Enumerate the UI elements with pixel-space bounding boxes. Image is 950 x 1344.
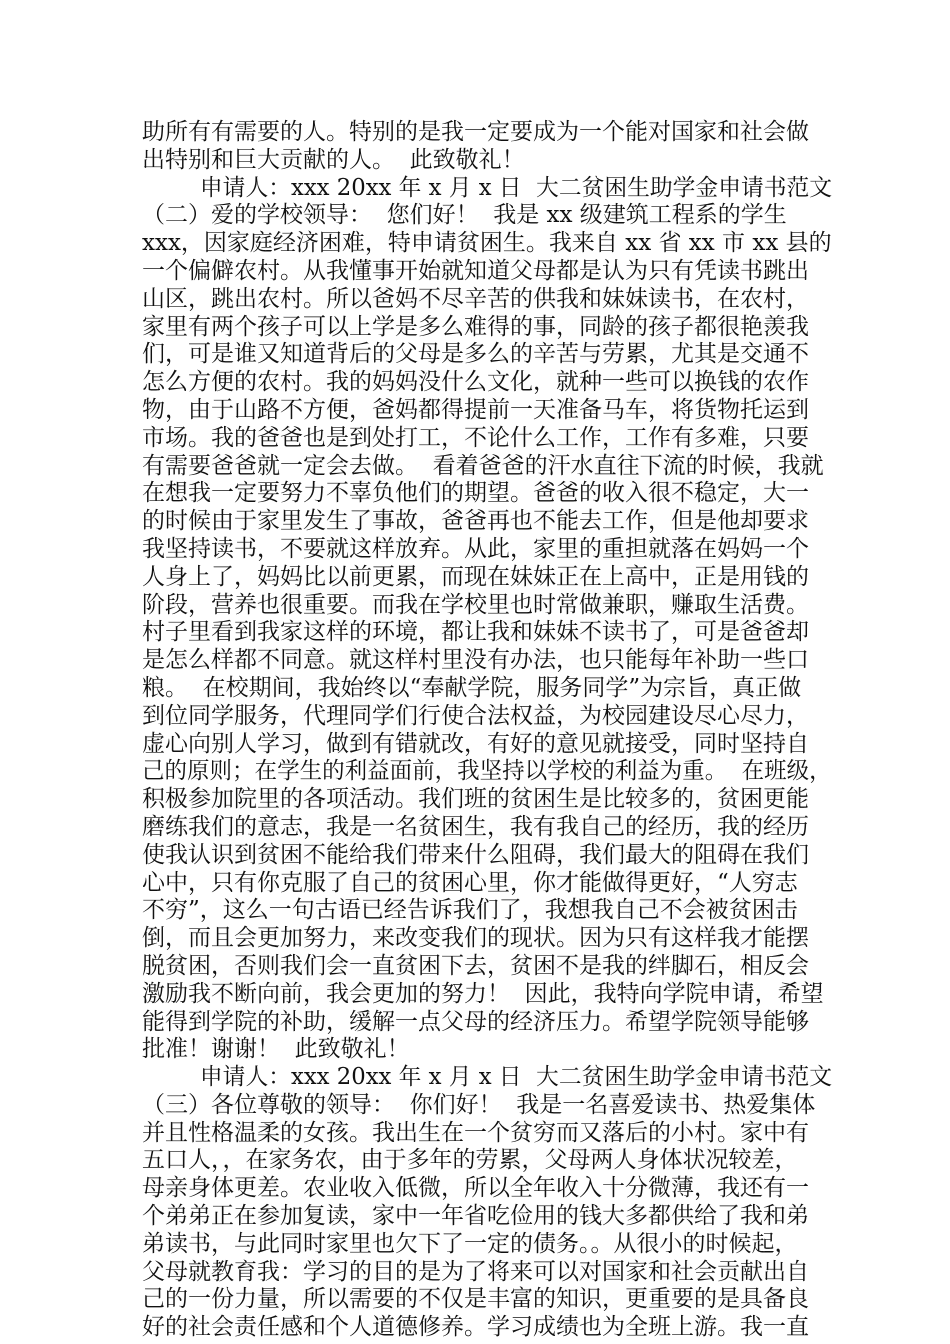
text-line: 并且性格温柔的女孩。我出生在一个贫穷而又落后的小村。家中有 (142, 1119, 809, 1146)
text-line: 好的社会责任感和个人道德修养。学习成绩也为全班上游。我一直 (142, 1314, 809, 1341)
text-line: 人身上了，妈妈比以前更累，而现在妹妹正在上高中，正是用钱的 (142, 563, 809, 590)
text-line: 积极参加院里的各项活动。我们班的贫困生是比较多的，贫困更能 (142, 786, 809, 813)
text-line: 五口人，，在家务农，由于多年的劳累，父母两人身体状况较差， (142, 1147, 798, 1174)
text-line: 个弟弟正在参加复读，家中一年省吃俭用的钱大多都供给了我和弟 (142, 1203, 809, 1230)
text-line: 己的一份力量，所以需要的不仅是丰富的知识，更重要的是具备良 (142, 1286, 809, 1313)
text-line: 己的原则；在学生的利益面前，我坚持以学校的利益为重。 在班级， (142, 758, 832, 785)
text-line: 一个偏僻农村。从我懂事开始就知道父母都是认为只有凭读书跳出 (142, 257, 809, 284)
text-line: 母亲身体更差。农业收入低微，所以全年收入十分微薄，我还有一 (142, 1175, 809, 1202)
text-line: 心中，只有你克服了自己的贫困心里，你才能做得更好，“人穷志 (142, 869, 798, 896)
text-line: 阶段，营养也很重要。而我在学校里也时常做兼职，赚取生活费。 (142, 591, 809, 618)
text-line: 使我认识到贫困不能给我们带来什么阻碍，我们最大的阻碍在我们 (142, 841, 809, 868)
text-line: 父母就教育我：学习的目的是为了将来可以对国家和社会贡献出自 (142, 1258, 809, 1285)
text-line: 出特别和巨大贡献的人。 此致敬礼！ (142, 146, 525, 173)
text-line: 不穷”，这么一句古语已经告诉我们了，我想我自己不会被贫困击 (142, 897, 798, 924)
text-line: 们，可是谁又知道背后的父母是多么的辛苦与劳累，尤其是交通不 (142, 341, 809, 368)
text-line: 有需要爸爸就一定会去做。 看着爸爸的汗水直往下流的时候，我就 (142, 452, 824, 479)
text-line: 弟读书，与此同时家里也欠下了一定的债务。。从很小的时候起， (142, 1230, 798, 1257)
text-line: 家里有两个孩子可以上学是多么难得的事，同龄的孩子都很艳羡我 (142, 313, 809, 340)
body-text (142, 119, 832, 1342)
text-line: 山区，跳出农村。所以爸妈不尽辛苦的供我和妹妹读书，在农村， (142, 285, 809, 312)
text-line: 激励我不断向前，我会更加的努力！ 因此，我特向学院申请，希望 (142, 980, 824, 1007)
text-line: 脱贫困，否则我们会一直贫困下去，贫困不是我的绊脚石，相反会 (142, 952, 809, 979)
text-line: 村子里看到我家这样的环境，都让我和妹妹不读书了，可是爸爸却 (142, 619, 809, 646)
text-line: 虚心向别人学习，做到有错就改，有好的意见就接受，同时坚持自 (142, 730, 809, 757)
text-line: 我坚持读书，不要就这样放弃。从此，家里的重担就落在妈妈一个 (142, 535, 809, 562)
text-line: xxx，因家庭经济困难，特申请贫困生。我来自 xx 省 xx 市 xx 县的 (142, 230, 832, 257)
text-line: 到位同学服务，代理同学们行使合法权益，为校园建设尽心尽力， (142, 702, 809, 729)
text-line: 粮。 在校期间，我始终以“奉献学院，服务同学”为宗旨，真正做 (142, 674, 802, 701)
text-line: 申请人：xxx 20xx 年 x 月 x 日 大二贫困生助学金申请书范文 (142, 174, 833, 201)
text-line: 助所有有需要的人。特别的是我一定要成为一个能对国家和社会做 (142, 119, 809, 145)
text-line: 在想我一定要努力不辜负他们的期望。爸爸的收入很不稳定，大一 (142, 480, 809, 507)
text-line: 的时候由于家里发生了事故，爸爸再也不能去工作，但是他却要求 (142, 508, 809, 535)
text-line: 批准！谢谢！ 此致敬礼！ (142, 1036, 410, 1063)
text-line: 市场。我的爸爸也是到处打工，不论什么工作，工作有多难，只要 (142, 424, 809, 451)
text-line: 怎么方便的农村。我的妈妈没什么文化，就种一些可以换钱的农作 (142, 369, 809, 396)
text-line: 倒，而且会更加努力，来改变我们的现状。因为只有这样我才能摆 (142, 925, 809, 952)
text-line: （三）各位尊敬的领导： 你们好！ 我是一名喜爱读书、热爱集体 (142, 1091, 816, 1118)
text-line: 物，由于山路不方便，爸妈都得提前一天准备马车，将货物托运到 (142, 396, 809, 423)
text-line: 能得到学院的补助，缓解一点父母的经济压力。希望学院领导能够 (142, 1008, 809, 1035)
text-line: 磨练我们的意志，我是一名贫困生，我有我自己的经历，我的经历 (142, 813, 809, 840)
text-line: （二）爱的学校领导： 您们好！ 我是 xx 级建筑工程系的学生 (142, 202, 787, 229)
text-line: 申请人：xxx 20xx 年 x 月 x 日 大二贫困生助学金申请书范文 (142, 1064, 833, 1091)
text-line: 是怎么样都不同意。就这样村里没有办法，也只能每年补助一些口 (142, 647, 809, 674)
